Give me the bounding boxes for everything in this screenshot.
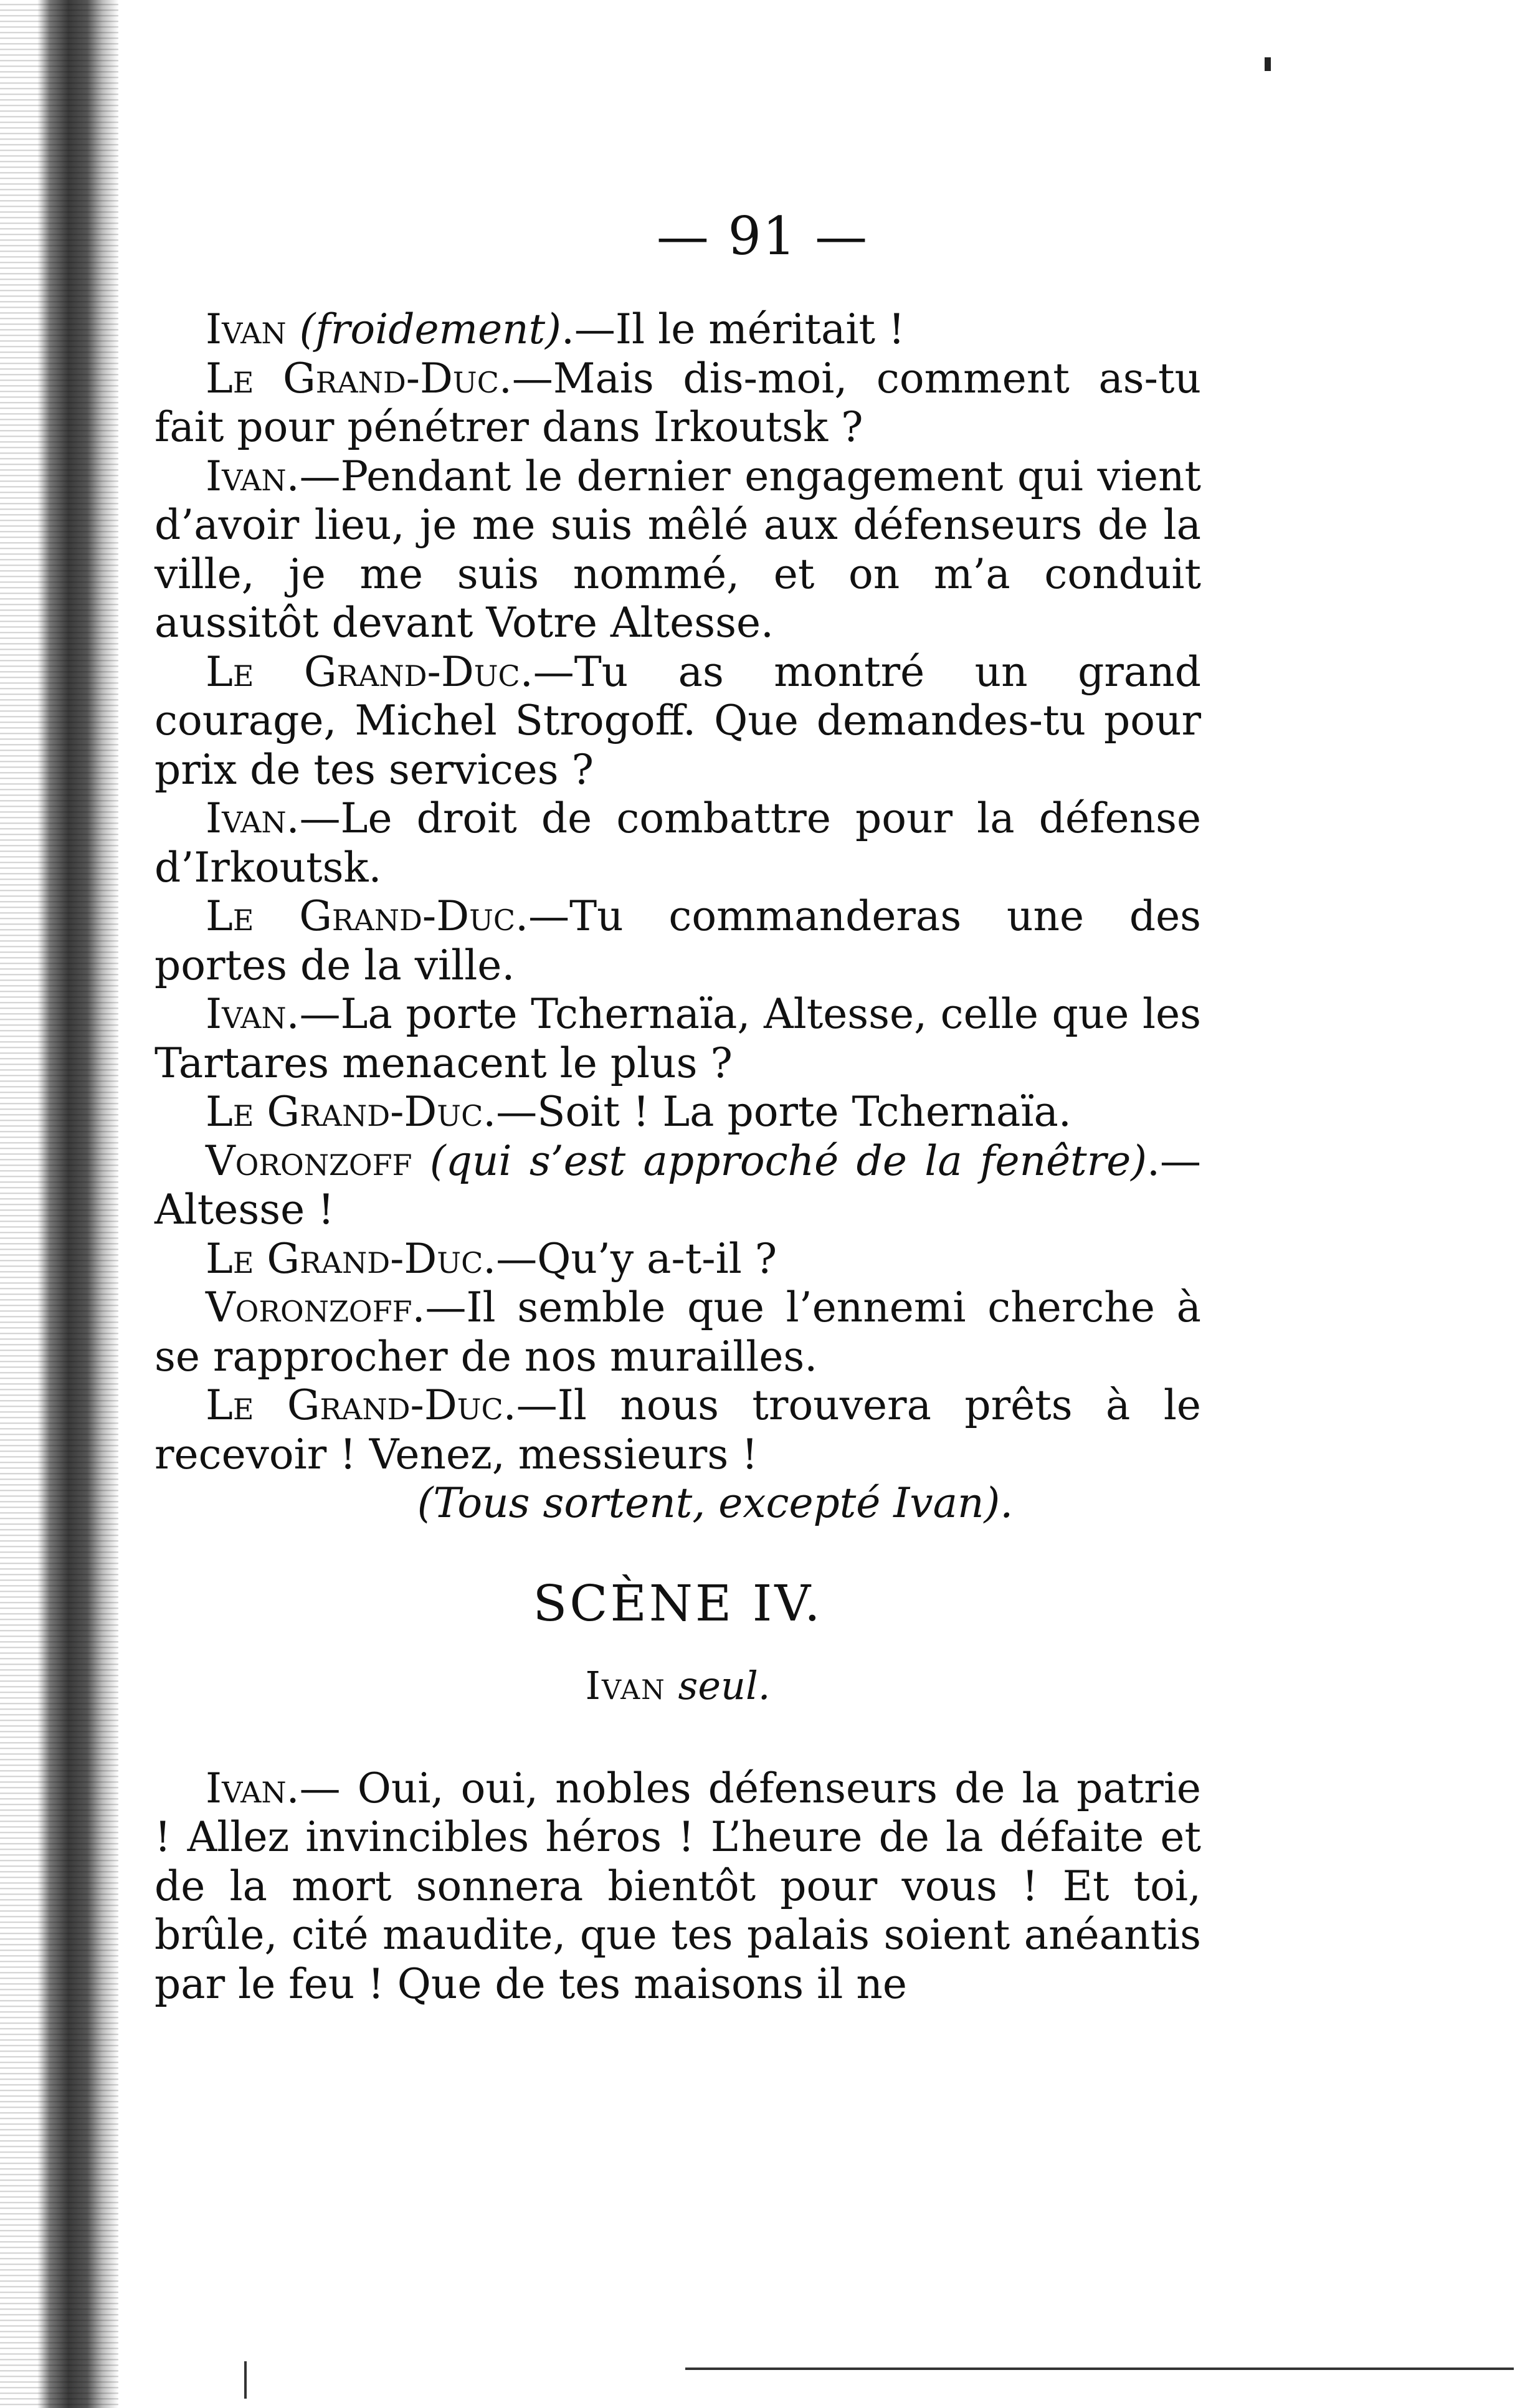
speech-separator: .—: [286, 452, 341, 500]
scene-heading: SCÈNE IV.: [533, 1574, 823, 1632]
ink-mark: [1265, 57, 1271, 71]
speech-text: Mais dis-moi, comment as-tu fait pour pénétrer dans Irkoutsk ?: [154, 354, 1201, 451]
stage-direction: (Tous sortent, excepté Ivan).: [417, 1479, 1014, 1527]
speech-separator: .—: [1147, 1136, 1202, 1185]
page-binding-edge: [0, 0, 118, 2408]
speech-text: Il nous trouvera prêts à le recevoir ! Venez, messieurs !: [154, 1381, 1201, 1478]
page-text: [154, 305, 1201, 2009]
speech-text: Altesse !: [154, 1186, 335, 1234]
speaker-name: Le Grand-Duc: [206, 1234, 483, 1283]
dialogue-line: [154, 1764, 1201, 2009]
scene-character: [154, 1628, 1201, 1764]
speech-text: Soit ! La porte Tchernaïa.: [537, 1088, 1071, 1136]
speech-text: Qu’y a-t-il ?: [537, 1234, 777, 1283]
speaker-name: Le Grand-Duc: [206, 1381, 503, 1429]
speaker-name: Le Grand-Duc: [206, 1088, 483, 1136]
speech-text: Il semble que l’ennemi cherche à se rapprocher de nos murailles.: [154, 1283, 1201, 1381]
dialogue-line: [154, 1235, 1201, 1284]
dialogue-line: [154, 1137, 1201, 1235]
speech-separator: .—: [286, 990, 341, 1038]
speech-separator: .—: [503, 1381, 558, 1429]
speaker-name: Ivan: [206, 452, 287, 500]
dialogue-line: [154, 794, 1201, 892]
speech-text: Tu as montré un grand courage, Michel Strogoff. Que demandes-tu pour prix de tes services ?: [154, 647, 1201, 794]
dialogue-line: [154, 1283, 1201, 1381]
dialogue-line: [154, 990, 1201, 1088]
dialogue-line: [154, 452, 1201, 648]
speech-text: Le droit de combattre pour la défense d’Irkoutsk.: [154, 794, 1201, 892]
speaker-name: Ivan: [206, 794, 287, 842]
speaker-name: Voronzoff: [206, 1136, 412, 1185]
speech-separator: .—: [412, 1283, 467, 1331]
speaker-name: Ivan: [206, 1764, 287, 1812]
speech-separator: .—: [561, 305, 615, 353]
speech-separator: .—: [498, 354, 553, 402]
dialogue-line: [154, 355, 1201, 452]
speech-separator: .—: [483, 1234, 538, 1283]
speech-text: Pendant le dernier engagement qui vient d’avoir lieu, je me suis mêlé aux défenseurs de la ville, je me suis nommé, et on m’a conduit aussitôt devant Votre Altesse.: [154, 452, 1201, 647]
speech-text: Tu commanderas une des portes de la ville.: [154, 892, 1202, 989]
speaker-name: Le Grand-Duc: [206, 354, 499, 402]
page-number: — 91 —: [656, 206, 869, 267]
dialogue: [154, 305, 1201, 1479]
speech-text: La porte Tchernaïa, Altesse, celle que les Tartares menacent le plus ?: [154, 990, 1201, 1087]
speech-separator: .—: [515, 892, 570, 940]
speech-separator: .—: [286, 794, 341, 842]
dialogue-line: [154, 892, 1201, 990]
bottom-rule: [685, 2368, 1514, 2370]
speech-separator: .—: [286, 1764, 358, 1812]
speech-separator: .—: [483, 1088, 538, 1136]
scene-character-name: Ivan: [585, 1663, 666, 1708]
speech-text: Oui, oui, nobles défenseurs de la patrie ! Allez invincibles héros ! L’heure de la défaite et de la mort sonnera bientôt pour vous ! Et toi, brûle, cité maudite, que tes palais soient anéantis par le feu ! Que de tes maisons il ne: [154, 1764, 1201, 2008]
dialogue-line: [154, 1381, 1201, 1479]
stage-direction-inline: (froidement): [299, 305, 561, 353]
speaker-name: Ivan: [206, 305, 287, 353]
ink-mark: [244, 2361, 247, 2399]
speech-text: Il le méritait !: [615, 305, 905, 353]
speaker-name: Le Grand-Duc: [206, 892, 516, 940]
speaker-name: Ivan: [206, 990, 287, 1038]
stage-direction-inline: (qui s’est approché de la fenêtre): [429, 1136, 1147, 1185]
speaker-name: Voronzoff: [206, 1283, 412, 1331]
scene-character-note: seul.: [678, 1663, 771, 1708]
dialogue-line: [154, 648, 1201, 795]
dialogue-line: [154, 305, 1201, 355]
speech-separator: .—: [520, 647, 574, 696]
speaker-name: Le Grand-Duc: [206, 647, 520, 696]
dialogue-line: [154, 1088, 1201, 1137]
